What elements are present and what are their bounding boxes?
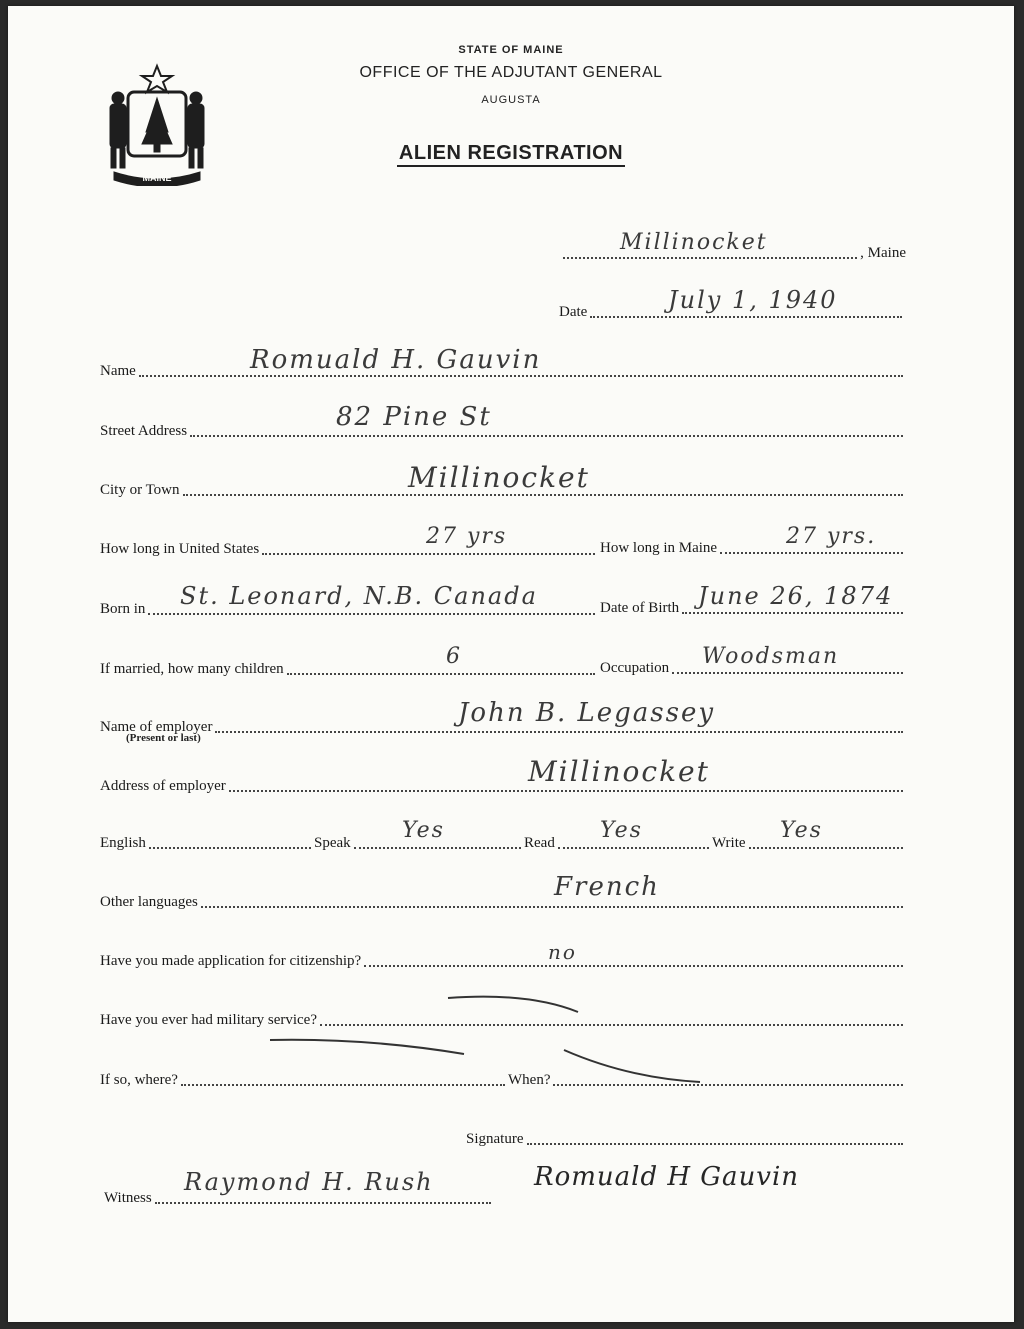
date-of-birth-value: June 26, 1874 [698, 582, 894, 610]
write-value: Yes [780, 818, 823, 843]
occupation-label: Occupation [600, 660, 670, 676]
name-label: Name [100, 363, 136, 379]
other-languages-label: Other languages [100, 894, 198, 910]
how-long-maine-label: How long in Maine [600, 540, 718, 556]
where-label: If so, where? [100, 1072, 178, 1088]
citizenship-label: Have you made application for citizenship? [100, 953, 362, 969]
city-label: City or Town [100, 482, 180, 498]
children-row [100, 654, 598, 678]
form-title: ALIEN REGISTRATION [8, 142, 1014, 165]
signature-label: Signature [466, 1131, 524, 1147]
state-heading: STATE OF MAINE [458, 44, 564, 56]
how-long-us-value: 27 yrs [426, 524, 508, 549]
other-languages-row [100, 887, 906, 911]
signature-row [466, 1124, 906, 1148]
city-value: Millinocket [408, 461, 590, 494]
date-label: Date [559, 304, 588, 320]
how-long-us-label: How long in United States [100, 541, 260, 557]
english-label: English [100, 835, 146, 851]
military-label: Have you ever had military service? [100, 1012, 317, 1028]
how-long-us-row [100, 534, 598, 558]
speak-value: Yes [402, 818, 445, 843]
write-label: Write [712, 835, 746, 851]
office-heading: OFFICE OF THE ADJUTANT GENERAL [359, 64, 663, 81]
svg-text:MAINE: MAINE [142, 173, 172, 183]
city-heading: AUGUSTA [481, 94, 541, 106]
english-row [100, 828, 314, 852]
street-address-value: 82 Pine St [336, 402, 492, 432]
employer-name-value: John B. Legassey [458, 698, 716, 728]
employer-name-label: Name of employer [100, 719, 213, 735]
how-long-maine-value: 27 yrs. [786, 524, 877, 549]
children-value: 6 [446, 644, 462, 669]
citizenship-value: no [548, 940, 577, 964]
witness-label: Witness [104, 1190, 152, 1206]
citizenship-row [100, 946, 906, 970]
born-in-value: St. Leonard, N.B. Canada [180, 582, 538, 610]
alien-registration-form [8, 6, 1014, 1322]
pen-stroke-marks [268, 988, 708, 1088]
when-label: When? [508, 1072, 551, 1088]
speak-label: Speak [314, 835, 351, 851]
employer-name-sublabel: (Present or last) [126, 732, 201, 744]
place-value: Millinocket [620, 230, 768, 255]
employer-address-value: Millinocket [528, 755, 710, 788]
signature-value: Romuald H Gauvin [534, 1162, 800, 1192]
street-address-row [100, 416, 906, 440]
date-of-birth-label: Date of Birth [600, 600, 680, 616]
read-value: Yes [600, 818, 643, 843]
children-label: If married, how many children [100, 661, 284, 677]
place-label: , Maine [860, 245, 906, 261]
born-in-label: Born in [100, 601, 146, 617]
name-value: Romuald H. Gauvin [250, 345, 542, 375]
occupation-value: Woodsman [702, 644, 840, 669]
read-label: Read [524, 835, 555, 851]
date-value: July 1, 1940 [668, 286, 838, 314]
employer-address-row [100, 771, 906, 795]
street-address-label: Street Address [100, 423, 188, 439]
other-languages-value: French [554, 872, 660, 902]
witness-value: Raymond H. Rush [184, 1168, 434, 1196]
employer-address-label: Address of employer [100, 778, 226, 794]
